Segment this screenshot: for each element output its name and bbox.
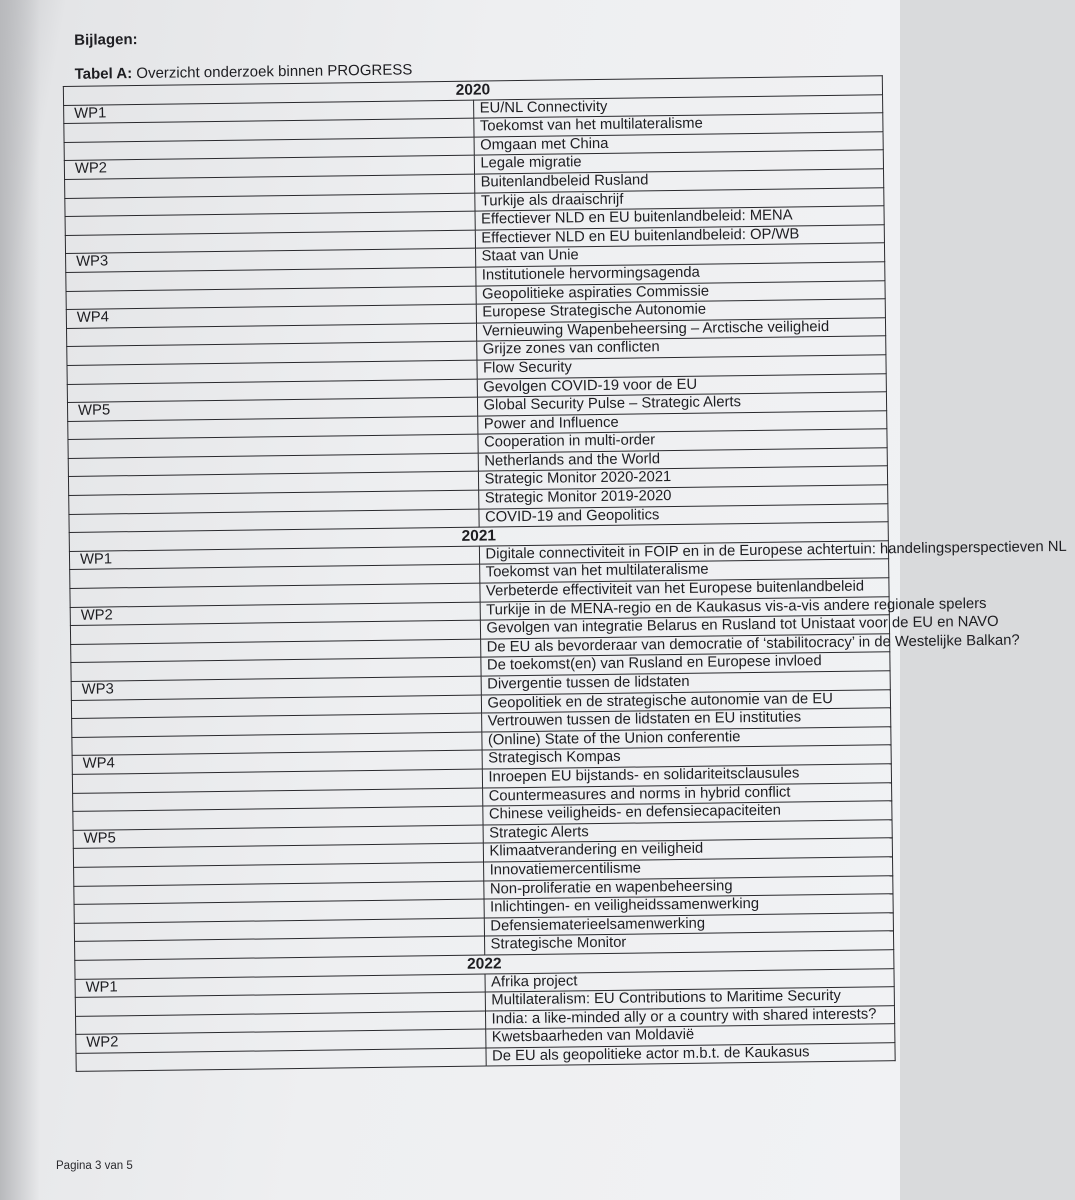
research-topic-cell: Staat van Unie: [475, 243, 885, 267]
work-package-cell: WP3: [71, 676, 481, 700]
research-topic-cell: Gevolgen COVID-19 voor de EU: [477, 373, 887, 397]
work-package-cell: WP2: [70, 602, 480, 626]
work-package-cell: WP3: [66, 248, 476, 272]
research-topic-cell: Global Security Pulse – Strategic Alerts: [477, 392, 887, 416]
research-topic-cell: Power and Influence: [477, 410, 887, 434]
research-topic-cell: Omgaan met China: [474, 132, 884, 156]
research-topic-cell: COVID-19 and Geopolitics: [478, 503, 888, 527]
research-topic-cell: De EU als geopolitieke actor m.b.t. de Kaukasus: [485, 1043, 895, 1067]
page-footer: Pagina 3 van 5: [56, 1160, 133, 1172]
work-package-cell: WP1: [75, 974, 485, 998]
research-topic-cell: Cooperation in multi-order: [477, 429, 887, 453]
document-page: [62, 11, 1067, 1182]
research-topic-cell: Innovatiemercentilisme: [483, 857, 893, 881]
work-package-cell: WP1: [69, 546, 479, 570]
research-topic-cell: Legale migratie: [474, 150, 884, 174]
research-topic-cell: Effectiever NLD en EU buitenlandbeleid: OP/WB: [475, 225, 885, 249]
page-shadow: [0, 0, 40, 1200]
page-heading: Bijlagen:: [74, 31, 138, 49]
research-topic-cell: Flow Security: [476, 355, 886, 379]
research-topic-cell: Geopolitiek en de strategische autonomie van de EU: [481, 689, 891, 713]
research-topic-cell: Gevolgen van integratie Belarus en Rusland tot Unistaat voor de EU en NAVO: [480, 615, 890, 639]
research-topic-cell: Europese Strategische Autonomie: [476, 299, 886, 323]
progress-table: [63, 75, 1067, 1072]
research-topic-cell: De EU als bevorderaar van democratie of ‘stabilitocracy’ in de Westelijke Balkan?: [480, 634, 890, 658]
research-topic-cell: Inroepen EU bijstands- en solidariteitsclausules: [482, 764, 892, 788]
research-topic-cell: Geopolitieke aspiraties Commissie: [475, 280, 885, 304]
work-package-cell: WP5: [67, 397, 477, 421]
research-topic-cell: EU/NL Connectivity: [473, 94, 883, 118]
research-topic-cell: Strategic Alerts: [483, 819, 893, 843]
research-topic-cell: Verbeterde effectiviteit van het Europese buitenlandbeleid: [479, 578, 889, 602]
research-topic-cell: Strategic Monitor 2020-2021: [478, 466, 888, 490]
research-topic-cell: Turkije als draaischrijf: [474, 187, 884, 211]
table-caption-text: Overzicht onderzoek binnen PROGRESS: [132, 61, 413, 83]
research-topic-cell: Countermeasures and norms in hybrid conflict: [482, 782, 892, 806]
year-heading: 2020: [63, 76, 882, 105]
research-topic-cell: Institutionele hervormingsagenda: [475, 262, 885, 286]
year-heading: 2021: [69, 522, 888, 551]
work-package-cell: WP1: [64, 100, 474, 124]
research-topic-cell: Toekomst van het multilateralisme: [479, 559, 889, 583]
research-topic-cell: Defensiematerieelsamenwerking: [484, 912, 894, 936]
research-topic-cell: Digitale connectiviteit in FOIP en in de Europese achtertuin: handelingsperspectieven NL: [479, 541, 889, 565]
research-topic-cell: India: a like-minded ally or a country with shared interests?: [485, 1005, 895, 1029]
research-topic-cell: Buitenlandbeleid Rusland: [474, 169, 884, 193]
research-topic-cell: Klimaatverandering en veiligheid: [483, 838, 893, 862]
research-topic-cell: Kwetsbaarheden van Moldavië: [485, 1024, 895, 1048]
research-topic-cell: Effectiever NLD en EU buitenlandbeleid: MENA: [475, 206, 885, 230]
research-topic-cell: Non-proliferatie en wapenbeheersing: [483, 875, 893, 899]
research-topic-cell: Netherlands and the World: [478, 448, 888, 472]
research-topic-cell: Strategische Monitor: [484, 931, 894, 955]
research-topic-cell: Divergentie tussen de lidstaten: [481, 671, 891, 695]
work-package-cell: WP5: [73, 825, 483, 849]
research-topic-cell: (Online) State of the Union conferentie: [481, 726, 891, 750]
research-topic-cell: Strategic Monitor 2019-2020: [478, 485, 888, 509]
research-topic-cell: Toekomst van het multilateralisme: [473, 113, 883, 137]
work-package-cell: WP4: [72, 750, 482, 774]
research-topic-cell: Strategisch Kompas: [482, 745, 892, 769]
research-topic-cell: Inlichtingen- en veiligheidssamenwerking: [484, 894, 894, 918]
work-package-cell: [76, 1048, 486, 1072]
research-topic-cell: Vernieuwing Wapenbeheersing – Arctische veiligheid: [476, 317, 886, 341]
progress-table-body: [63, 76, 1067, 1072]
research-topic-cell: Vertrouwen tussen de lidstaten en EU instituties: [481, 708, 891, 732]
work-package-cell: WP2: [76, 1029, 486, 1053]
research-topic-cell: Afrika project: [484, 968, 894, 992]
table-caption: [75, 61, 413, 82]
research-topic-cell: De toekomst(en) van Rusland en Europese invloed: [480, 652, 890, 676]
table-caption-label: Tabel A:: [74, 65, 133, 83]
work-package-cell: WP4: [66, 304, 476, 328]
year-heading: 2022: [75, 950, 894, 979]
research-topic-cell: Grijze zones van conflicten: [476, 336, 886, 360]
research-topic-cell: Chinese veiligheids- en defensiecapaciteiten: [482, 801, 892, 825]
research-topic-cell: Turkije in de MENA-regio en de Kaukasus vis-a-vis andere regionale spelers: [480, 596, 890, 620]
work-package-cell: WP2: [64, 155, 474, 179]
research-topic-cell: Multilateralism: EU Contributions to Maritime Security: [485, 987, 895, 1011]
